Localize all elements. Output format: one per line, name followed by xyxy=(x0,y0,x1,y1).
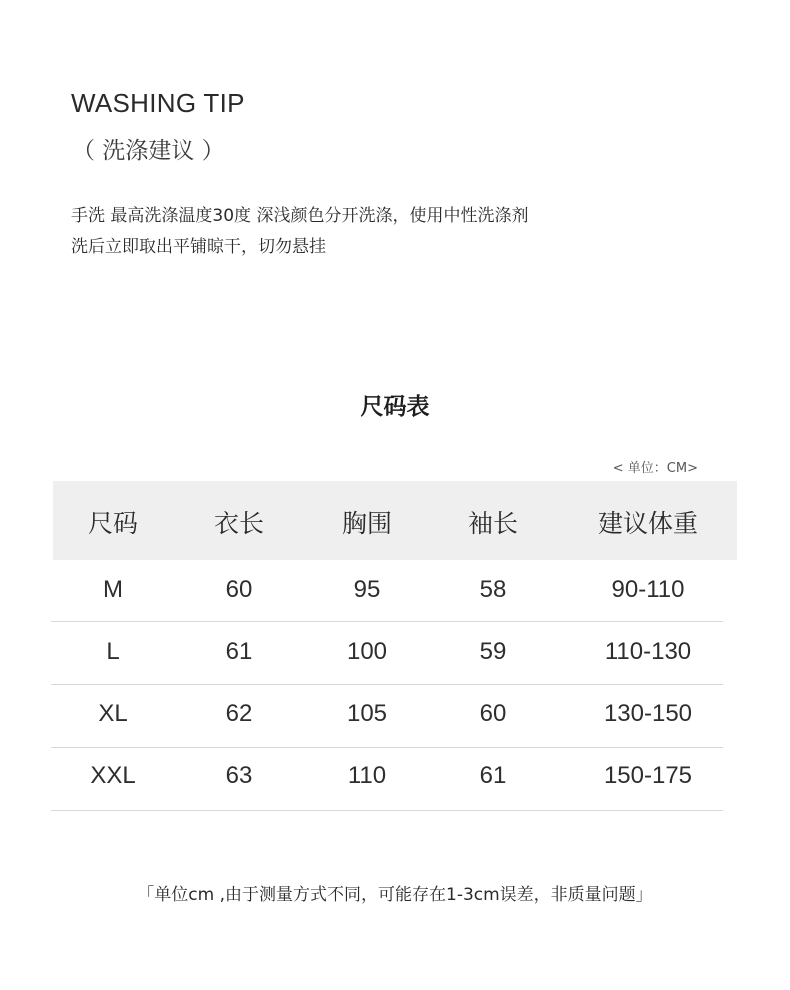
cell-sleeve: 60 xyxy=(479,700,507,727)
cell-chest: 105 xyxy=(346,700,388,727)
table-row xyxy=(0,746,790,808)
cell-weight: 110-130 xyxy=(604,638,692,665)
cell-chest: 95 xyxy=(353,576,381,603)
header-sleeve: 袖长 xyxy=(467,509,518,538)
washing-instruction-line: 洗后立即取出平铺晾干，切勿悬挂 xyxy=(71,237,326,257)
cell-sleeve: 59 xyxy=(479,638,507,665)
size-chart-title: 尺码表 xyxy=(360,394,430,420)
table-row xyxy=(0,622,790,684)
cell-weight: 90-110 xyxy=(611,576,685,603)
row-divider xyxy=(51,810,723,811)
unit-note: < 单位：CM> xyxy=(612,461,698,476)
washing-subtitle: （ 洗涤建议 ） xyxy=(72,138,225,164)
cell-size: XXL xyxy=(90,762,136,789)
header-length: 衣长 xyxy=(213,509,264,538)
cell-chest: 110 xyxy=(347,762,387,789)
cell-length: 63 xyxy=(225,762,253,789)
washing-instruction-line: 手洗 最高洗涤温度30度 深浅颜色分开洗涤，使用中性洗涤剂 xyxy=(71,206,529,226)
cell-size: L xyxy=(106,638,120,665)
table-row xyxy=(0,560,790,622)
cell-sleeve: 61 xyxy=(479,762,507,789)
table-header xyxy=(53,481,737,560)
table-row xyxy=(0,684,790,746)
measurement-disclaimer: 「单位cm ,由于测量方式不同，可能存在1-3cm误差，非质量问题」 xyxy=(137,885,653,905)
washing-title: WASHING TIP xyxy=(71,88,245,118)
cell-weight: 150-175 xyxy=(603,762,693,789)
cell-length: 62 xyxy=(225,700,253,727)
header-chest: 胸围 xyxy=(341,509,392,538)
header-weight: 建议体重 xyxy=(597,509,698,538)
cell-size: XL xyxy=(98,700,128,727)
cell-weight: 130-150 xyxy=(603,700,693,727)
cell-length: 61 xyxy=(225,638,253,665)
header-size: 尺码 xyxy=(87,509,138,538)
cell-sleeve: 58 xyxy=(479,576,507,603)
cell-length: 60 xyxy=(225,576,253,603)
cell-size: M xyxy=(103,576,123,603)
cell-chest: 100 xyxy=(346,638,388,665)
